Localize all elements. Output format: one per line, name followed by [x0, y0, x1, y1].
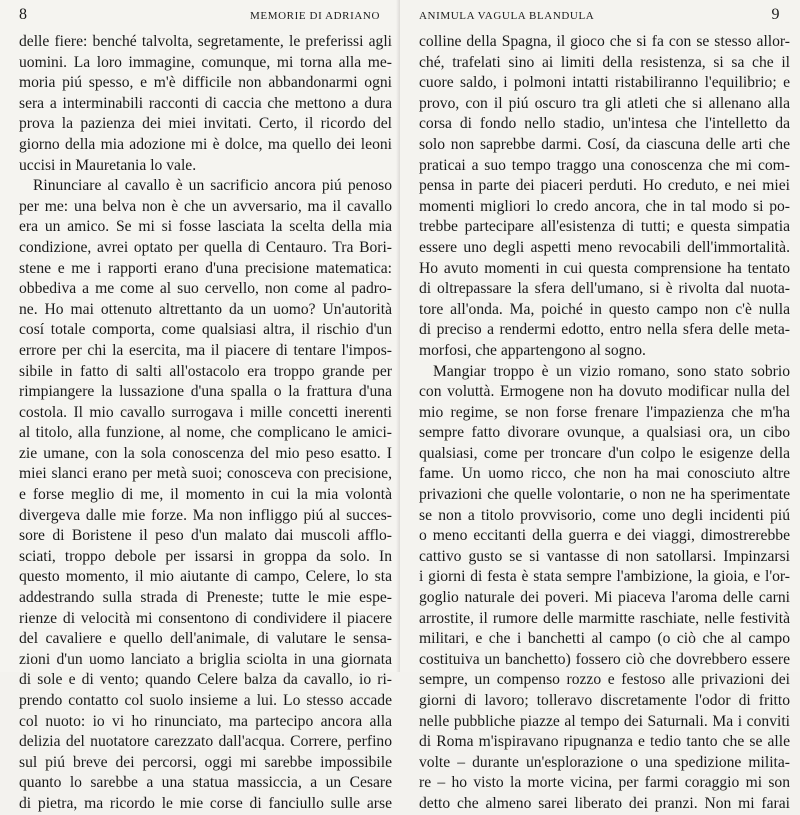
text-line: pensa in parte dei piaceri perduti. Ho creduto, e nei miei [419, 177, 790, 195]
text-line: fame. Un uomo ricco, che non ha mai conosciuto altre [419, 465, 790, 483]
text-line: se non a titolo provvisorio, come uno degli incidenti piú [419, 506, 790, 524]
text-line: solo non saprebbe darmi. Cosí, da ciascuna delle arti che [419, 135, 790, 153]
text-line: Ho avuto momenti in cui questa comprensione ha tentato [419, 259, 790, 277]
text-line: questo momento, il mio aiutante di campo, Celere, lo sta [19, 568, 392, 586]
page-number: 8 [19, 6, 28, 23]
text-line: qualsiasi, come per troncare d'un colpo le esigenze della [419, 444, 790, 462]
text-line: militari, e che i banchetti al campo (o ciò che al campo [419, 630, 790, 648]
right-page-body [419, 32, 790, 815]
text-line: cosí totale comporta, come qualsiasi altra, il rischio d'un [19, 321, 392, 339]
text-line: trebbe partecipare all'esistenza di tutti; e questa simpatia [419, 218, 790, 236]
text-line: privazioni che quelle volontarie, o non ne ha sperimentate [419, 486, 790, 504]
text-line: col nuoto: io vi ho rinunciato, ma partecipo ancora alla [19, 712, 392, 730]
text-line: condizione, avrei optato per quella di Centauro. Tra Bori- [19, 238, 392, 256]
text-line: costola. Il mio cavallo surrogava i mille concetti inerenti [19, 403, 392, 421]
text-line: essere uno degli aspetti meno revocabili dell'immortalità. [419, 238, 790, 256]
text-line: rienze di velocità mi consentono di condividere il piacere [19, 609, 392, 627]
left-page-header [19, 4, 392, 32]
running-head: MEMORIE DI ADRIANO [250, 10, 380, 22]
text-line: prova la pazienza dei miei invitati. Certo, il ricordo del [19, 115, 392, 133]
text-line: di pietra, ma ricordo le mie corse di fanciullo sulle arse [19, 794, 392, 812]
text-line: tore all'onda. Ma, poiché in questo campo non c'è nulla [419, 300, 790, 318]
text-line: al titolo, alla funzione, al nome, che complicano le amici- [19, 424, 392, 442]
text-line: sibile in fatto di salti all'ostacolo era troppo grande per [19, 362, 392, 380]
text-line: sera a interminabili racconti di caccia che mettono a dura [19, 94, 392, 112]
text-line: addestrando sulla strada di Preneste; tutte le mie espe- [19, 589, 392, 607]
text-line: rimpiangere la lussazione d'una spalla o la frattura d'una [19, 383, 392, 401]
text-line: uccisi in Mauretania lo vale. [19, 156, 197, 174]
text-line: divergeva dalle mie forze. Ma non infliggo piú al succes- [19, 506, 392, 524]
text-line: sul piú breve dei percorsi, oggi mi sarebbe impossibile [19, 753, 392, 771]
text-line: costituiva un banchetto) fossero ciò che dovrebbero essere [419, 650, 790, 668]
text-line: re – ho visto la morte vicina, per farmi coraggio mi son [419, 774, 790, 792]
text-line: zie umane, con la sola conoscenza del mio peso esatto. I [19, 444, 392, 462]
text-line: delizia del nuotatore carezzato dall'acqua. Correre, perfino [19, 733, 392, 751]
text-line: corsa di fondo nello stadio, un'intesa che l'intelletto da [419, 115, 790, 133]
text-line: volte – durante un'esplorazione o una spedizione milita- [419, 753, 790, 771]
text-line: praticai a suo tempo traggo una conoscenza che mi com- [419, 156, 790, 174]
text-line: per me: una belva non è che un avversario, ma il cavallo [19, 197, 392, 215]
text-line: provo, con il piú oscuro tra gli atleti che si allenano alla [419, 94, 790, 112]
running-head: ANIMULA VAGULA BLANDULA [419, 10, 595, 22]
text-line: cattivo gusto se si vantasse di non satollarsi. Impinzarsi [419, 547, 790, 565]
text-line: Mangiar troppo è un vizio romano, sono stato sobrio [433, 362, 790, 380]
text-line: uomini. La loro immagine, comunque, mi torna alla me- [19, 53, 392, 71]
left-page [0, 0, 400, 812]
text-line: prendo contatto col suolo insieme a lui. Lo stesso accade [19, 692, 392, 709]
text-line: e forse meglio di me, il momento in cui la mia volontà [19, 486, 392, 504]
text-line: delle fiere: benché talvolta, segretamente, le preferissi agli [19, 33, 392, 50]
text-line: Rinunciare al cavallo è un sacrificio ancora piú penoso [33, 177, 392, 195]
text-line: arrostite, il rumore delle marmitte raschiate, nelle festività [419, 609, 790, 627]
text-line: colline della Spagna, il gioco che si fa con se stesso allor- [419, 33, 790, 50]
text-line: ché, trafelati sino ai limiti della resistenza, si sa che il [419, 53, 790, 71]
text-line: cuore saldo, i polmoni intatti ristabiliranno l'equilibrio; e [419, 74, 790, 92]
text-line: del cavaliere e quello dell'animale, di valutare le sensa- [19, 630, 392, 648]
text-line: di preciso a rendermi edotto, entro nella sfera delle meta- [419, 321, 790, 339]
text-line: sore di Boristene il peso d'un malato dai muscoli afflo- [19, 527, 392, 545]
text-line: di oltrepassare la sfera dell'umano, si è rivolta dal nuota- [419, 280, 790, 298]
text-line: miei slanci erano per metà suoi; conosceva con precisione, [19, 465, 392, 483]
text-line: morfosi, che appartengono al sogno. [419, 341, 646, 359]
text-line: giorno della mia adozione mi è dolce, ma quello dei leoni [19, 135, 392, 153]
text-line: momenti migliori lo credo ancora, che in tal modo si po- [419, 197, 790, 215]
text-line: mio regime, se non forse frenare l'impazienza che m'ha [419, 403, 790, 421]
page-number: 9 [771, 6, 780, 23]
text-line: sempre fatto divorare ovunque, a qualsiasi ora, un cibo [419, 424, 790, 442]
text-line: i giorni di festa è stata sempre l'ambizione, la gioia, e l'or- [419, 568, 790, 586]
text-line: sempre, un compenso rozzo e festoso alle privazioni dei [419, 671, 790, 689]
text-line: stene e me i rapporti erano d'una precisione matematica: [19, 259, 392, 277]
text-line: o meno eccitanti della guerra e dei viaggi, dimostrerebbe [419, 527, 790, 545]
text-line: obbediva a me come al suo cervello, non come al padro- [19, 280, 392, 298]
text-line: detto che almeno sarei liberato dei pranzi. Non mi farai [419, 794, 790, 812]
text-line: sciati, troppo debole per issarsi in groppa da solo. In [19, 547, 392, 565]
text-line: di Roma m'ispiravano ripugnanza e tedio tanto che se alle [419, 733, 790, 751]
left-page-body [19, 32, 392, 815]
text-line: di sole e di vento; quando Celere balza da cavallo, io ri- [19, 671, 392, 689]
text-line: nelle pubbliche piazze al tempo dei Saturnali. Ma i conviti [419, 712, 790, 730]
right-page [400, 0, 800, 812]
text-line: errore per chi la esercita, ma il piacere di tentare l'impos- [19, 341, 392, 359]
text-line: zioni d'un uomo lanciato a briglia sciolta in una giornata [19, 650, 392, 668]
text-line: era un amico. Se mi si fosse lasciata la scelta della mia [19, 218, 392, 236]
text-line: goglio naturale dei poveri. Mi piaceva l'aroma delle carni [419, 589, 790, 607]
text-line: giorni di lavoro; tolleravo discretamente l'odor di fritto [419, 692, 790, 709]
text-line: ne. Ho mai ottenuto altrettanto da un uomo? Un'autorità [19, 300, 392, 318]
text-line: moria piú spesso, e m'è difficile non abbandonarmi ogni [19, 74, 392, 92]
text-line: con voluttà. Ermogene non ha dovuto modificar nulla del [419, 383, 790, 401]
text-line: quanto lo sarebbe a una statua massiccia, a un Cesare [19, 774, 392, 792]
right-page-header [419, 4, 790, 32]
